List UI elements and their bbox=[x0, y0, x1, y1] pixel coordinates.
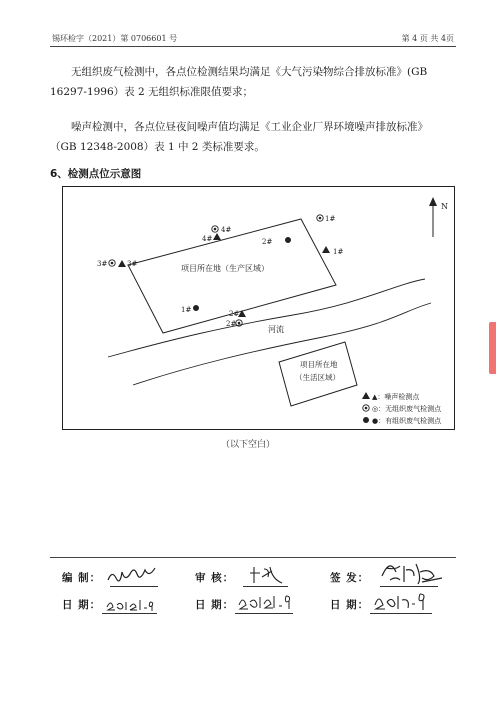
fugitive-point-2-label: 2# bbox=[226, 320, 237, 328]
noise-point-2-label: 2# bbox=[229, 310, 240, 318]
fugitive-point-2-center bbox=[238, 322, 241, 325]
diagram-canvas bbox=[63, 187, 456, 431]
organized-point-2-label: 2# bbox=[262, 238, 273, 246]
reviewed-by-signature bbox=[248, 563, 288, 587]
noise-point-1-label: 1# bbox=[333, 248, 344, 256]
header-divider bbox=[50, 46, 456, 47]
noise-point-3-label: 3# bbox=[127, 260, 138, 268]
north-arrow-icon bbox=[429, 197, 437, 206]
noise-conclusion: 噪声检测中，各点位昼夜间噪声值均满足《工业企业厂界环境噪声排放标准》（GB 12348-2008）表 1 中 2 类标准要求。 bbox=[50, 121, 428, 153]
issued-date-handwriting bbox=[372, 588, 436, 614]
page-info: 第 4 页 共 4页 bbox=[401, 34, 454, 43]
monitoring-point-diagram bbox=[62, 186, 455, 430]
compiled-by-signature bbox=[104, 565, 160, 587]
legend-noise-icon bbox=[362, 392, 370, 399]
fugitive-point-4-label: 4# bbox=[221, 226, 232, 234]
living-area-label-1: 项目所在地 bbox=[300, 360, 338, 369]
organized-point-2-icon bbox=[285, 237, 291, 243]
legend-organized-icon bbox=[363, 417, 369, 423]
noise-point-4-label: 4# bbox=[202, 235, 213, 243]
river-label: 河流 bbox=[268, 325, 284, 334]
reviewed-date-handwriting bbox=[236, 590, 294, 614]
reviewed-date-label: 日 期： bbox=[195, 599, 235, 611]
compiled-by-label: 编 制： bbox=[62, 572, 102, 584]
fugitive-point-4-center bbox=[214, 228, 217, 231]
fugitive-point-1-center bbox=[319, 217, 322, 220]
compiled-date-label: 日 期： bbox=[62, 599, 102, 611]
fugitive-point-1-label: 1# bbox=[325, 215, 336, 223]
organized-point-1-icon bbox=[193, 305, 199, 311]
legend-fugitive: ◎：无组织废气检测点 bbox=[372, 405, 442, 413]
fugitive-point-3-label: 3# bbox=[97, 260, 108, 268]
reviewed-by-label: 审 核： bbox=[195, 572, 235, 584]
north-label: N bbox=[441, 202, 448, 211]
noise-point-4-icon bbox=[213, 233, 221, 240]
issued-by-signature bbox=[378, 558, 446, 588]
seal-stamp-edge bbox=[489, 322, 496, 374]
legend-noise: ▲：噪声检测点 bbox=[372, 393, 420, 401]
legend-organized: ●：有组织废气检测点 bbox=[372, 417, 442, 425]
report-number: 锡环检字（2021）第 0706601 号 bbox=[52, 34, 178, 43]
noise-point-1-icon bbox=[322, 246, 330, 253]
issued-date-label: 日 期： bbox=[330, 599, 370, 611]
section-title: 6、检测点位示意图 bbox=[50, 168, 142, 180]
production-area-label: 项目所在地（生产区域） bbox=[181, 264, 269, 273]
fugitive-point-3-center bbox=[111, 262, 114, 265]
blank-note: （以下空白） bbox=[220, 440, 275, 450]
organized-point-1-label: 1# bbox=[181, 306, 192, 314]
fugitive-gas-conclusion: 无组织废气检测中，各点位检测结果均满足《大气污染物综合排放标准》(GB 16297-1996）表 2 无组织标准限值要求； bbox=[50, 66, 428, 98]
issued-by-label: 签 发： bbox=[330, 572, 370, 584]
living-area-label-2: （生活区域） bbox=[295, 373, 340, 382]
noise-point-3-icon bbox=[118, 260, 126, 267]
compiled-date-handwriting bbox=[104, 594, 158, 614]
legend-fugitive-center bbox=[365, 407, 368, 410]
